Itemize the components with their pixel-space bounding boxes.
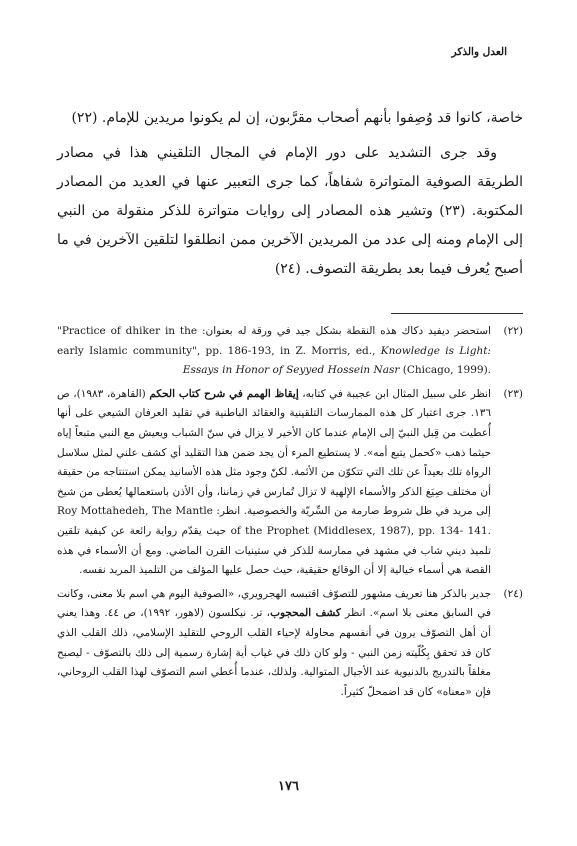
footnote-separator bbox=[391, 313, 523, 314]
footnote-24 bbox=[57, 585, 523, 703]
footnotes bbox=[57, 322, 523, 706]
footnote-number: (٢٢) bbox=[503, 325, 523, 337]
footnote-tail: حيث يقدّم رواية رائعة عن كيفية تلقين تلميذ ديني شاب في مشهد في ممارسة للذكر في ستينيات القرن الماضي. ومع أن الأسماء في هذه القصة هي أسماء خيالية إلا أن الوقائع حقيقية، حيث حصل عليها المؤلف من التلميذ المريد نفسه. bbox=[57, 524, 491, 577]
footnote-number: (٢٤) bbox=[503, 587, 523, 600]
footnote-lead: انظر على سبيل المثال ابن عجيبة في كتابه، bbox=[302, 387, 491, 400]
publication-info: (Chicago, 1999). bbox=[402, 364, 491, 377]
footnote-english-ref: Roy Mottahedeh, The Mantle of the Prophet (Middlesex, 1987), pp. 134- 141. bbox=[57, 505, 491, 537]
footnote-text: استحضر ديفيد دكاك هذه النقطة بشكل جيد في ورقة له بعنوان: bbox=[201, 325, 491, 337]
main-text bbox=[57, 104, 523, 284]
footnote-23 bbox=[57, 385, 523, 581]
footnote-body bbox=[57, 322, 491, 381]
book-title: كشف المحجوب bbox=[270, 607, 341, 620]
footnote-body bbox=[57, 385, 491, 581]
article-title: "Practice of dhiker in the early Islamic community" bbox=[57, 325, 198, 357]
running-head: العدل والذكر bbox=[451, 46, 507, 58]
footnote-22 bbox=[57, 322, 523, 381]
footnote-text: ، تر. نيكلسون (لاهور، ١٩٩٢)، ص ٤٤. وهذا يعني أن أهل التصوّف يرون في أنفسهم محاولة لإحياء القلب الروحي للتقليد الإسلامي، ذلك القلب الذي كان قد تحقق بِكُلّيته زمن النبي - ولو كان ذلك في غياب أية إشارة رسمية إلى ذلك بالتصوّف - ليصبح مغلقاً بالتدريج بالدنيوية عند الأجيال المتوالية. ولذلك، عندما أُعطي اسم التصوّف لهذا القلب الروحاني، فإن «معناه» كان قد اضمحلّ كثيراً. bbox=[57, 607, 491, 698]
paragraph-2: وقد جرى التشديد على دور الإمام في المجال التلقيني هذا في مصادر الطريقة الصوفية المتواترة شفاهاً، كما جرى التعبير عنها في العديد من المصادر المكتوبة. (٢٣) وتشير هذه المصادر إلى روايات متواترة للذكر منقولة من النبي إلى الإمام ومنه إلى عدد من المريدين الآخرين ممن انطلقوا لتلقين الآخرين في ما أصبح يُعرف فيما بعد بطريقة التصوف. (٢٤) bbox=[57, 145, 523, 277]
footnote-text: (القاهرة، ١٩٨٣)، ص ١٣٦. جرى اعتبار كل هذه الممارسات التلقينية والعقائد الباطنية في تقليد العرفان الشيعي على أنها أُعطيت من قِبل النبيّ إلى الإمام عندما كان الأخير لا يزال في سنّ الشباب ويعيش مع النبي متبعاً إياه حيثما ذهب «كحمل يتبع أمه». لا يستطيع المرء أن يجد ضمن هذا التقليد أي كشف علني لمثل سلاسل الرواة تلك بعيداً عن تلك التي تتكوّن من الأئمة. لكنّ وجود مثل هذه الأسانيد يمكن استنتاجه من حقيقة أن مختلف صِيَغ الذكر والأسماء الإلهية لا تزال تُمارس في زماننا، وأن الأذن باستعمالها يُعطى من شيخ إلى مريد في ظل شروط صارمة من السِّريّة والخصوصية. انظر: bbox=[57, 387, 491, 518]
footnote-lead: جدير بالذكر هنا تعريف مشهور للتصوّف اقتبسه الهجرويري، «الصوفية اليوم هي اسم بلا معنى، وكانت في السابق معنى بلا اسم». انظر bbox=[57, 587, 491, 620]
book-title: إيقاظ الهمم في شرح كتاب الحكم bbox=[149, 387, 299, 400]
paragraph-1: خاصة، كانوا قد وُصِفوا بأنهم أصحاب مقرَّبون، إن لم يكونوا مريدين للإمام. (٢٢) bbox=[71, 110, 523, 126]
book-title: Knowledge is Light: Essays in Honor of Seyyed Hossein Nasr bbox=[182, 344, 491, 377]
article-pages: , pp. 186-193, in Z. Morris, ed., bbox=[196, 344, 376, 357]
footnote-body bbox=[57, 585, 491, 703]
page-number: ١٧٦ bbox=[278, 779, 299, 794]
footnote-number: (٢٣) bbox=[503, 387, 523, 400]
